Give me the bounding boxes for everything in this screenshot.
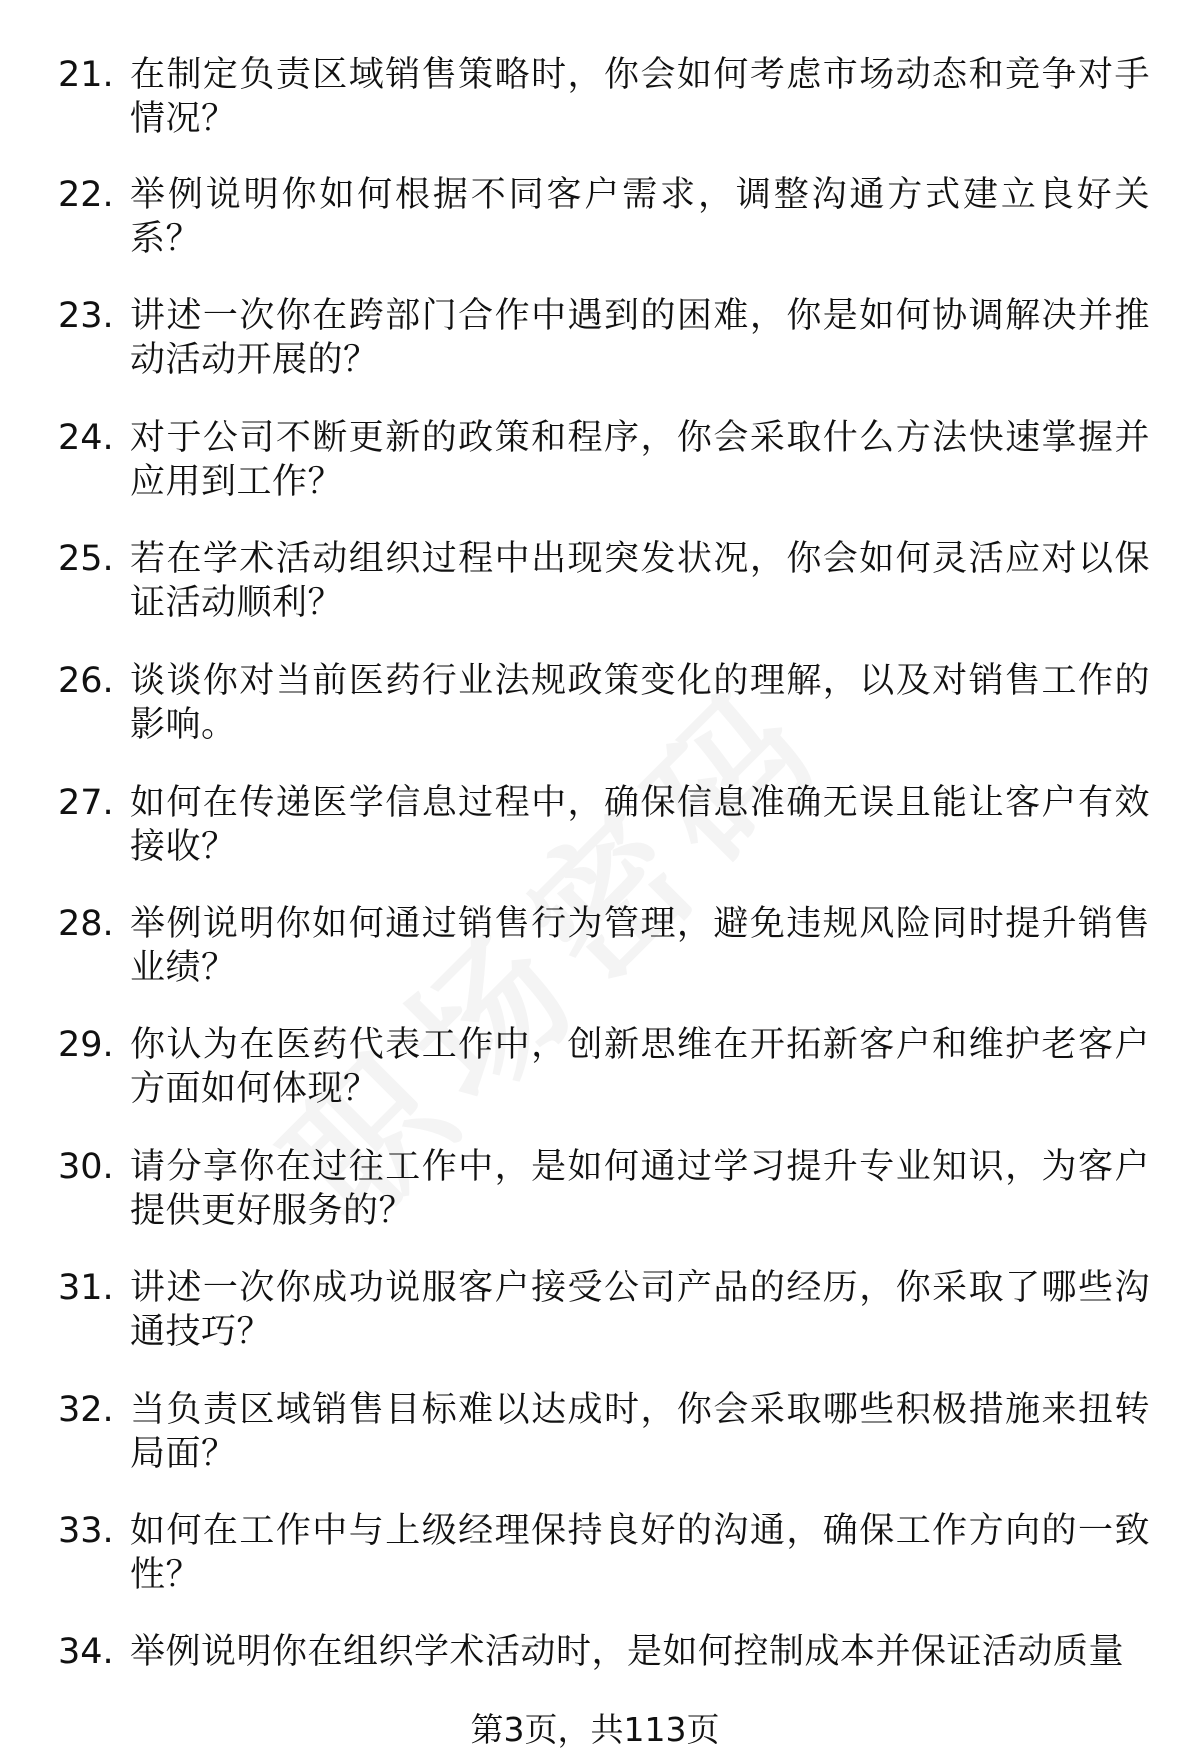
question-text: 举例说明你在组织学术活动时，是如何控制成本并保证活动质量 xyxy=(130,1632,1125,1672)
question-number: 30. xyxy=(58,1147,114,1187)
question-number: 32. xyxy=(58,1390,114,1430)
question-number: 22. xyxy=(58,175,114,215)
question-number: 24. xyxy=(58,418,114,458)
question-text: 对于公司不断更新的政策和程序，你会采取什么方法快速掌握并应用到工作？ xyxy=(130,418,1150,502)
question-text: 若在学术活动组织过程中出现突发状况，你会如何灵活应对以保证活动顺利？ xyxy=(130,539,1150,623)
question-text: 当负责区域销售目标难以达成时，你会采取哪些积极措施来扭转局面？ xyxy=(130,1390,1150,1474)
question-number: 25. xyxy=(58,539,114,579)
question-text: 举例说明你如何通过销售行为管理，避免违规风险同时提升销售业绩？ xyxy=(130,904,1150,988)
question-number: 21. xyxy=(58,55,114,95)
question-text: 如何在工作中与上级经理保持良好的沟通，确保工作方向的一致性？ xyxy=(130,1511,1150,1595)
question-text: 讲述一次你成功说服客户接受公司产品的经历，你采取了哪些沟通技巧？ xyxy=(130,1268,1150,1352)
page-footer: 第3页，共113页 xyxy=(470,1710,720,1749)
question-text: 请分享你在过往工作中，是如何通过学习提升专业知识，为客户提供更好服务的？ xyxy=(130,1147,1150,1231)
question-text: 讲述一次你在跨部门合作中遇到的困难，你是如何协调解决并推动活动开展的？ xyxy=(130,296,1150,380)
question-number: 28. xyxy=(58,904,114,944)
question-text: 在制定负责区域销售策略时，你会如何考虑市场动态和竞争对手情况？ xyxy=(130,55,1150,139)
question-text: 你认为在医药代表工作中，创新思维在开拓新客户和维护老客户方面如何体现？ xyxy=(130,1025,1150,1109)
question-number: 31. xyxy=(58,1268,114,1308)
question-number: 29. xyxy=(58,1025,114,1065)
question-number: 23. xyxy=(58,296,114,336)
question-number: 27. xyxy=(58,783,114,823)
question-text: 谈谈你对当前医药行业法规政策变化的理解，以及对销售工作的影响。 xyxy=(130,661,1150,745)
question-text: 如何在传递医学信息过程中，确保信息准确无误且能让客户有效接收？ xyxy=(130,783,1150,867)
question-number: 33. xyxy=(58,1511,114,1551)
question-number: 34. xyxy=(58,1632,114,1672)
question-text: 举例说明你如何根据不同客户需求，调整沟通方式建立良好关系？ xyxy=(130,175,1150,259)
question-number: 26. xyxy=(58,661,114,701)
